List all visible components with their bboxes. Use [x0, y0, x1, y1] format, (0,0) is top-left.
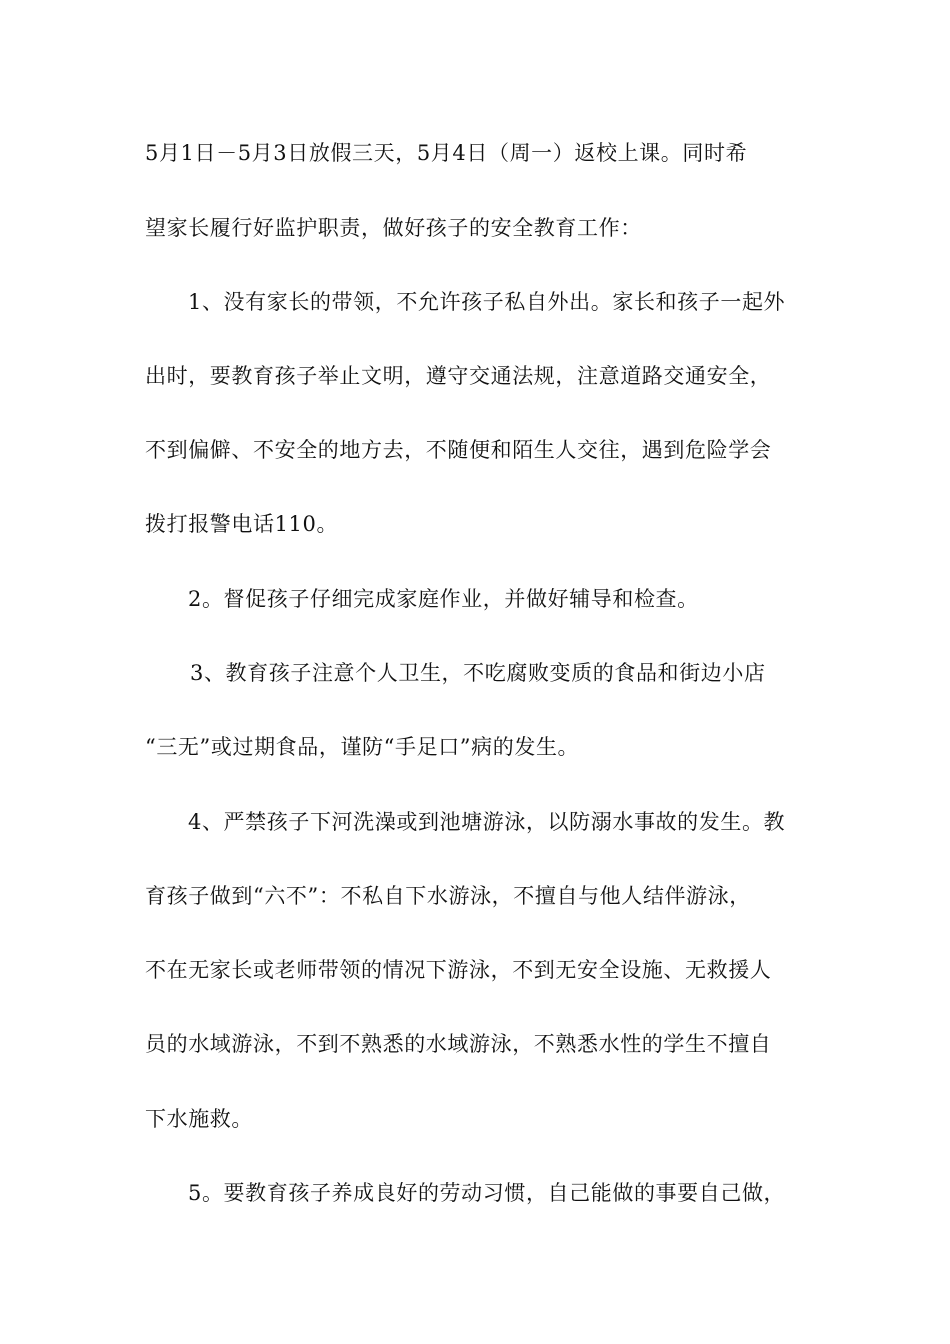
- list-item-2-line: 2。督促孩子仔细完成家庭作业，并做好辅导和检查。: [188, 587, 699, 611]
- text-line: 不在无家长或老师带领的情况下游泳，不到无安全设施、无救援人: [145, 958, 772, 982]
- text-line: 下水施救。: [145, 1107, 253, 1131]
- text-line: 5月1日－5月3日放假三天，5月4日（周一）返校上课。同时希: [145, 141, 748, 165]
- list-item-3-line: 3、教育孩子注意个人卫生，不吃腐败变质的食品和街边小店: [190, 661, 766, 685]
- text-line: 拨打报警电话110。: [145, 512, 339, 536]
- text-line: 不到偏僻、不安全的地方去，不随便和陌生人交往，遇到危险学会: [145, 438, 772, 462]
- list-item-1-line: 1、没有家长的带领，不允许孩子私自外出。家长和孩子一起外: [188, 290, 786, 314]
- text-line: “三无”或过期食品，谨防“手足口”病的发生。: [145, 735, 580, 759]
- list-item-5-line: 5。要教育孩子养成良好的劳动习惯，自己能做的事要自己做，: [188, 1181, 786, 1205]
- text-line: 育孩子做到“六不”：不私自下水游泳，不擅自与他人结伴游泳，: [145, 884, 751, 908]
- text-line: 望家长履行好监护职责，做好孩子的安全教育工作：: [145, 216, 642, 240]
- text-line: 出时，要教育孩子举止文明，遵守交通法规，注意道路交通安全，: [145, 364, 772, 388]
- text-line: 员的水域游泳，不到不熟悉的水域游泳，不熟悉水性的学生不擅自: [145, 1032, 772, 1056]
- list-item-4-line: 4、严禁孩子下河洗澡或到池塘游泳，以防溺水事故的发生。教: [188, 810, 786, 834]
